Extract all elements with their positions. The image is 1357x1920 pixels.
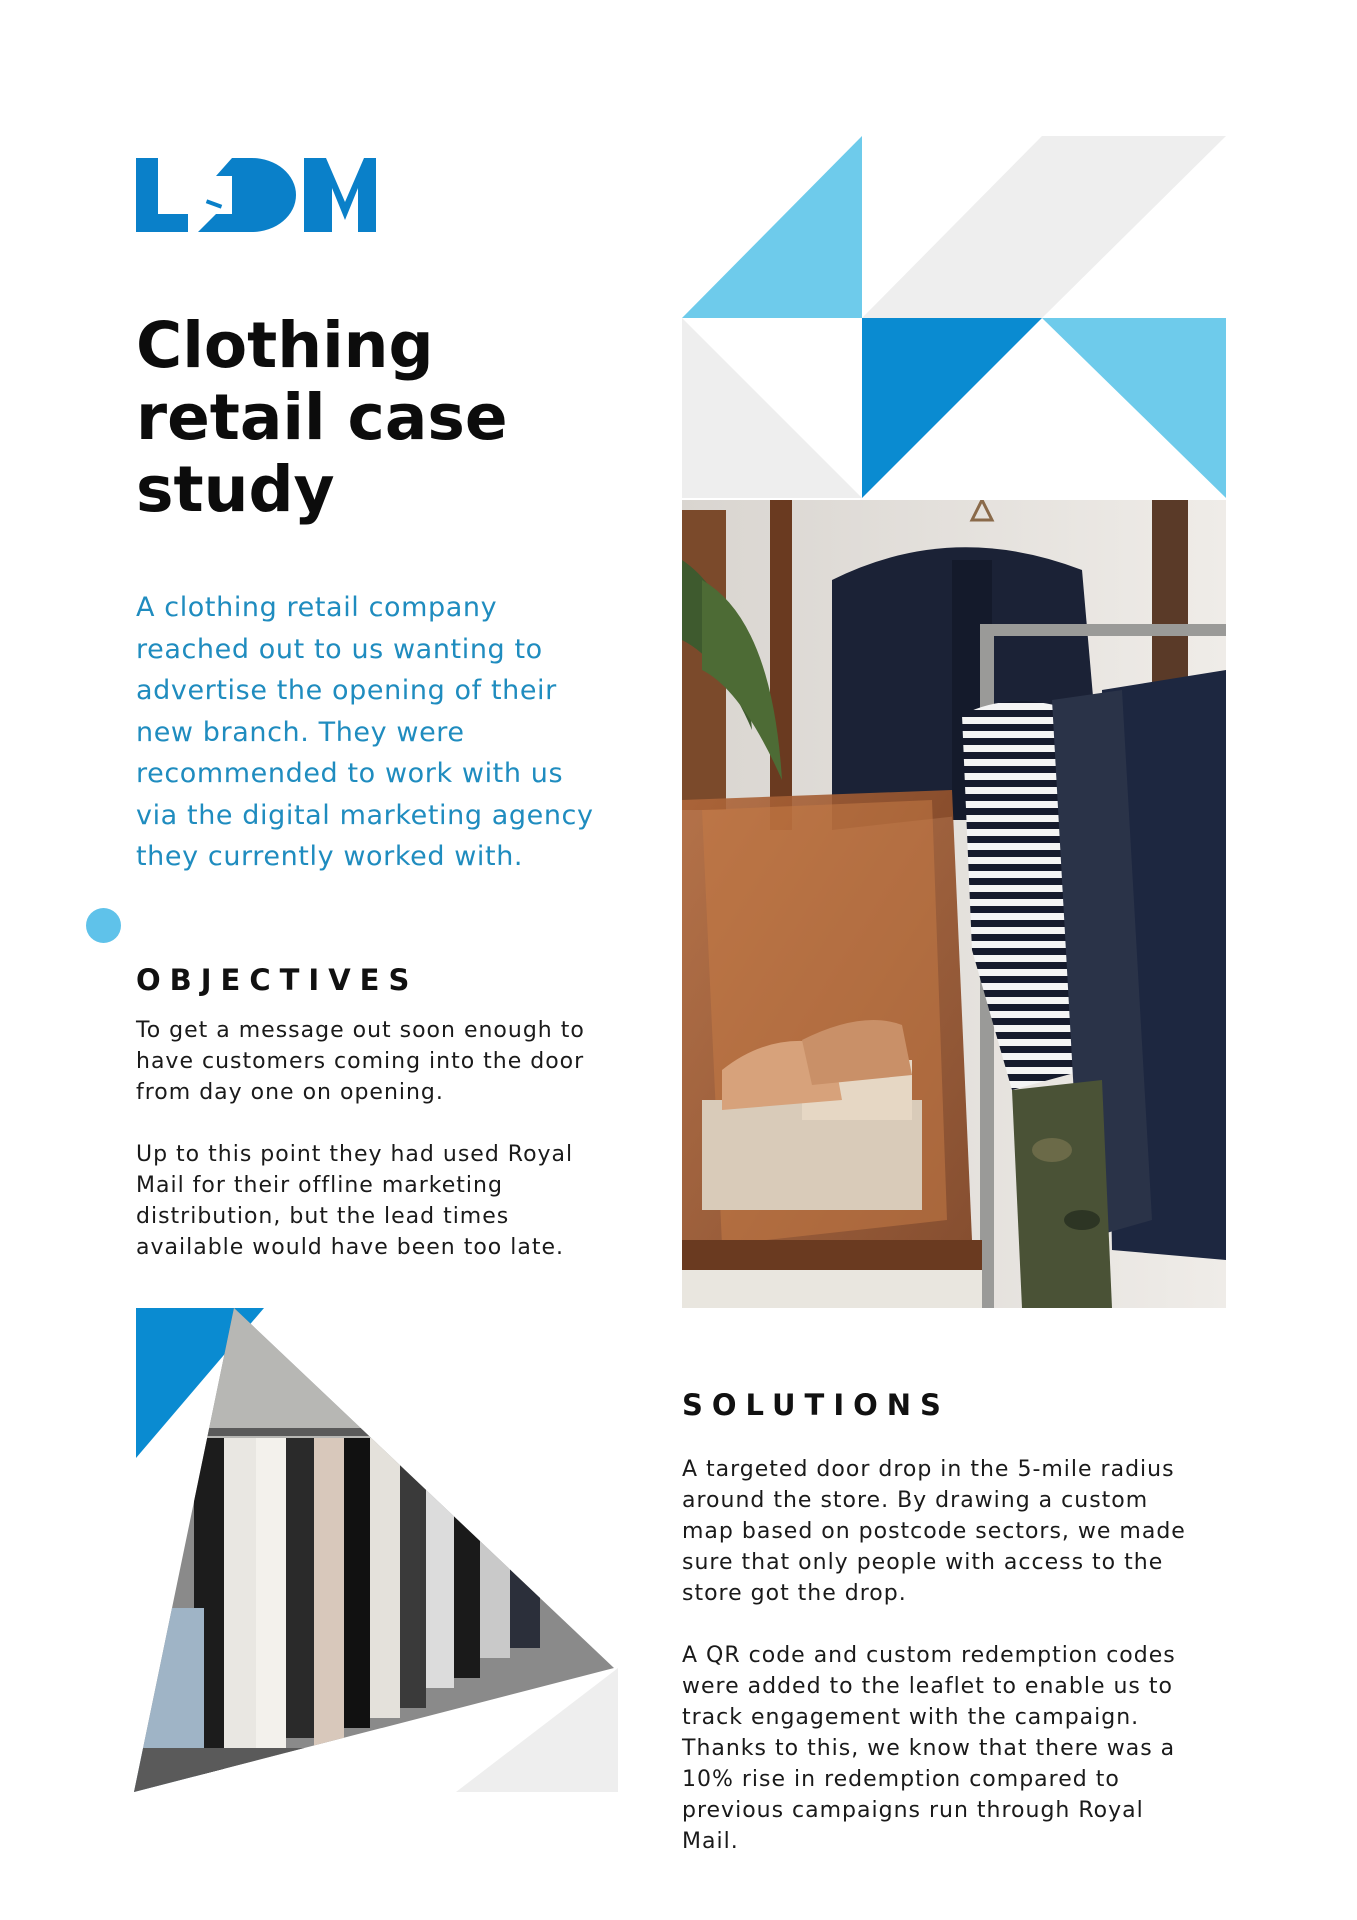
title-line-3: study — [136, 453, 335, 526]
text-line: store got the drop. — [682, 1581, 907, 1606]
text-line: sure that only people with access to the — [682, 1550, 1164, 1575]
text-line: distribution, but the lead times — [136, 1204, 510, 1229]
text-line: track engagement with the campaign. — [682, 1705, 1140, 1730]
text-line: have customers coming into the door — [136, 1049, 585, 1074]
intro-line: recommended to work with us — [136, 758, 564, 789]
intro-line: A clothing retail company — [136, 592, 498, 623]
title-line-1: Clothing — [136, 309, 434, 382]
intro-paragraph — [136, 587, 636, 878]
intro-line: reached out to us wanting to — [136, 633, 543, 665]
intro-line: via the digital marketing agency — [136, 799, 594, 831]
objectives-paragraph-1 — [136, 1015, 585, 1108]
solutions-paragraph-1 — [682, 1454, 1186, 1609]
text-line: map based on postcode sectors, we made — [682, 1519, 1186, 1544]
text-line: around the store. By drawing a custom — [682, 1488, 1149, 1513]
objectives-paragraph-2 — [136, 1139, 573, 1263]
text-line: available would have been too late. — [136, 1235, 564, 1260]
text-line: previous campaigns run through Royal — [682, 1798, 1144, 1823]
ldm-logo — [136, 158, 376, 232]
page-title — [136, 310, 616, 526]
decorative-dot — [86, 908, 121, 943]
objectives-heading: OBJECTIVES — [136, 963, 419, 997]
title-line-2: retail case — [136, 381, 508, 454]
solutions-paragraph-2 — [682, 1640, 1176, 1857]
text-line: 10% rise in redemption compared to — [682, 1767, 1120, 1792]
clothing-rack-photo — [682, 500, 1226, 1308]
solutions-heading: SOLUTIONS — [682, 1388, 950, 1422]
intro-line: they currently worked with. — [136, 841, 524, 872]
intro-line: advertise the opening of their — [136, 675, 557, 706]
text-line: To get a message out soon enough to — [136, 1018, 585, 1043]
text-line: Thanks to this, we know that there was a — [682, 1736, 1176, 1761]
text-line: were added to the leaflet to enable us to — [682, 1674, 1173, 1699]
text-line: A QR code and custom redemption codes — [682, 1643, 1176, 1668]
text-line: Mail for their offline marketing — [136, 1173, 503, 1198]
geometric-pattern — [682, 136, 1226, 498]
text-line: Mail. — [682, 1829, 739, 1854]
clothing-rail-triangle-photo — [134, 1308, 618, 1792]
text-line: A targeted door drop in the 5-mile radius — [682, 1457, 1175, 1482]
text-line: Up to this point they had used Royal — [136, 1142, 574, 1167]
ldm-logo-icon — [136, 158, 376, 232]
intro-line: new branch. They were — [136, 716, 465, 748]
text-line: from day one on opening. — [136, 1080, 444, 1105]
